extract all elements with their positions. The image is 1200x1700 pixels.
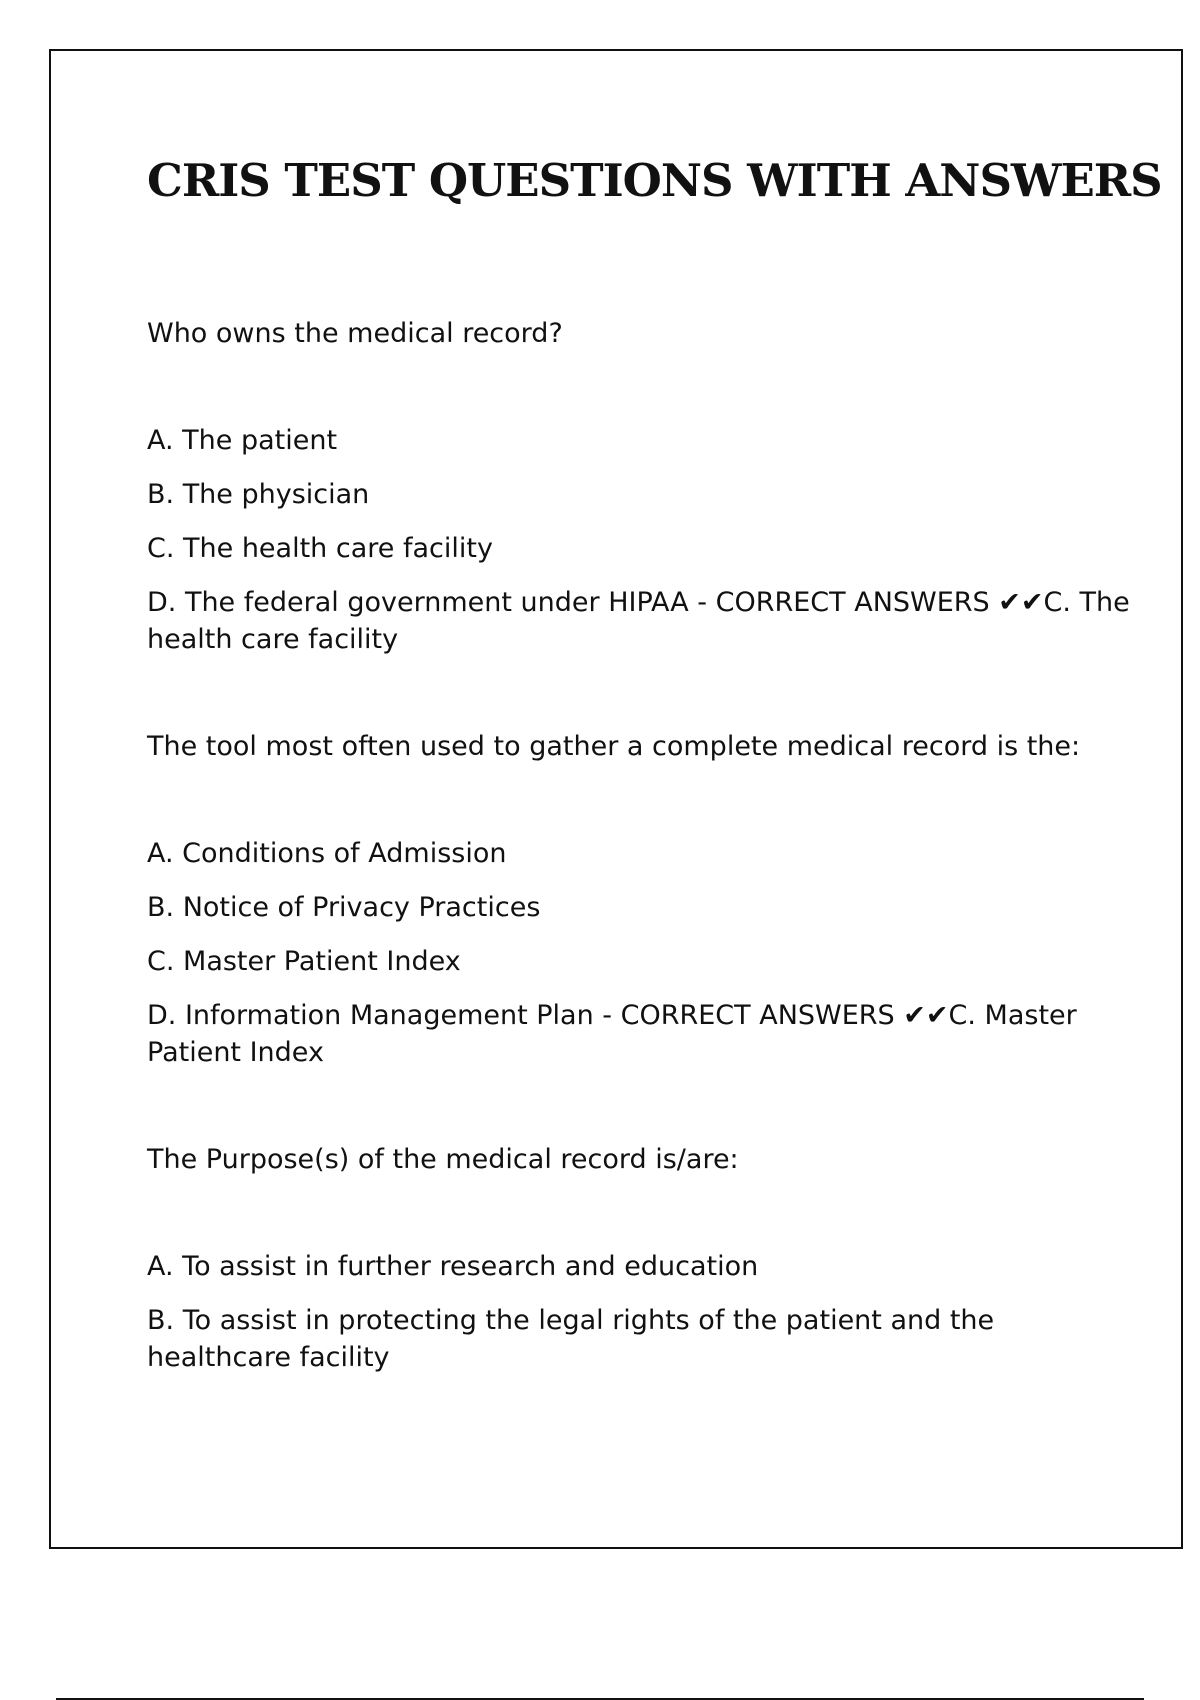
answer-option: B. Notice of Privacy Practices — [147, 892, 541, 923]
answer-option: A. Conditions of Admission — [147, 838, 507, 869]
answer-option: B. The physician — [147, 479, 370, 510]
answer-options — [147, 422, 1137, 658]
question-block-2 — [147, 728, 1137, 1071]
answer-options — [147, 835, 1137, 1071]
question-block-1 — [147, 315, 1137, 658]
question-prompt: The Purpose(s) of the medical record is/are: — [147, 1144, 739, 1175]
question-prompt: Who owns the medical record? — [147, 318, 563, 349]
document-title: CRIS TEST QUESTIONS WITH ANSWERS — [147, 154, 1162, 207]
question-prompt: The tool most often used to gather a complete medical record is the: — [147, 731, 1081, 762]
document-content — [147, 151, 1162, 1393]
answer-options — [147, 1248, 1137, 1376]
answer-option: A. The patient — [147, 425, 338, 456]
answer-option: B. To assist in protecting the legal rights of the patient and the healthcare facility — [147, 1305, 995, 1373]
answer-option: C. The health care facility — [147, 533, 493, 564]
answer-option: C. Master Patient Index — [147, 946, 461, 977]
answer-option-with-correct-answer: D. Information Management Plan - CORRECT ANSWERS ✔✔C. Master Patient Index — [147, 1000, 1077, 1068]
page-frame — [49, 49, 1183, 1549]
question-block-3 — [147, 1141, 1137, 1376]
answer-option: A. To assist in further research and education — [147, 1251, 759, 1282]
answer-option-with-correct-answer: D. The federal government under HIPAA - CORRECT ANSWERS ✔✔C. The health care facility — [147, 587, 1130, 655]
